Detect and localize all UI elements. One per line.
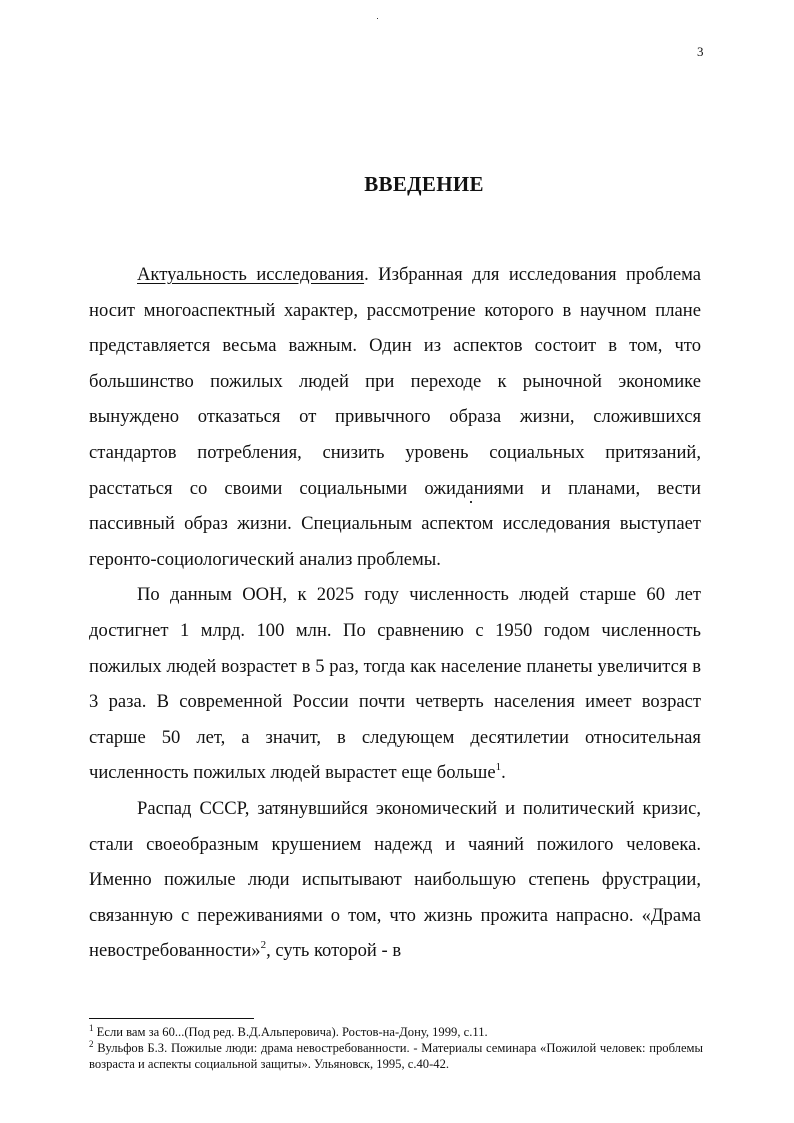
body-text	[89, 257, 701, 969]
footnote-2	[89, 1040, 703, 1072]
footnote-1-text: Если вам за 60...(Под ред. В.Д.Альперовича). Ростов-на-Дону, 1999, с.11.	[96, 1025, 488, 1039]
paragraph-relevance	[89, 257, 701, 577]
footnote-ref-1[interactable]: 1	[495, 761, 502, 774]
scan-speck	[470, 501, 472, 503]
paragraph-ussr-text: Распад СССР, затянувшийся экономический и политический кризис, стали своеобразным крушением надежд и чаяний пожилого человека. Именно пожилые люди испытывают наибольшую степень фрустрации, связанную с переживаниями о том, что жизнь прожита напрасно. «Драма невостребованности»	[89, 797, 701, 962]
paragraph-ussr-end: , суть которой - в	[266, 940, 402, 962]
footnote-1	[89, 1024, 703, 1040]
footnotes	[89, 1024, 703, 1072]
section-heading: ВВЕДЕНИЕ	[364, 172, 484, 196]
footnote-ref-2[interactable]: 2	[260, 939, 267, 952]
relevance-label: Актуальность исследования	[137, 264, 365, 285]
paragraph-relevance-text: . Избранная для исследования проблема носит многоаспектный характер, рассмотрение которого в научном плане представляется весьма важным. Один из аспектов состоит в том, что большинство пожилых людей при переходе к рыночной экономике вынуждено отказаться от привычного образа жизни, сложившихся стандартов потребления, снизить уровень социальных притязаний, расстаться со своими социальными ожиданиями и планами, вести пассивный образ жизни. Специальным аспектом исследования выступает геронто-социологический анализ проблемы.	[89, 264, 701, 570]
scan-speck-top	[377, 18, 378, 19]
footnote-2-number: 2	[89, 1038, 94, 1049]
paragraph-un-data-end: .	[501, 762, 506, 784]
footnote-2-text: Вульфов Б.З. Пожилые люди: драма невостребованности. - Материалы семинара «Пожилой человек: проблемы возраста и аспекты социальной защиты». Ульяновск, 1995, с.40-42.	[89, 1041, 703, 1071]
paragraph-un-data	[89, 577, 701, 791]
paragraph-un-data-text: По данным ООН, к 2025 году численность людей старше 60 лет достигнет 1 млрд. 100 млн. По сравнению с 1950 годом численность пожилых людей возрастет в 5 раз, тогда как население планеты увеличится в 3 раза. В современной России почти четверть населения имеет возраст старше 50 лет, а значит, в следующем десятилетии относительная численность пожилых людей вырастет еще больше	[89, 584, 701, 784]
page-number: 3	[697, 44, 704, 59]
footnote-divider	[89, 1018, 254, 1019]
paragraph-ussr	[89, 791, 701, 969]
footnote-1-number: 1	[89, 1022, 94, 1033]
